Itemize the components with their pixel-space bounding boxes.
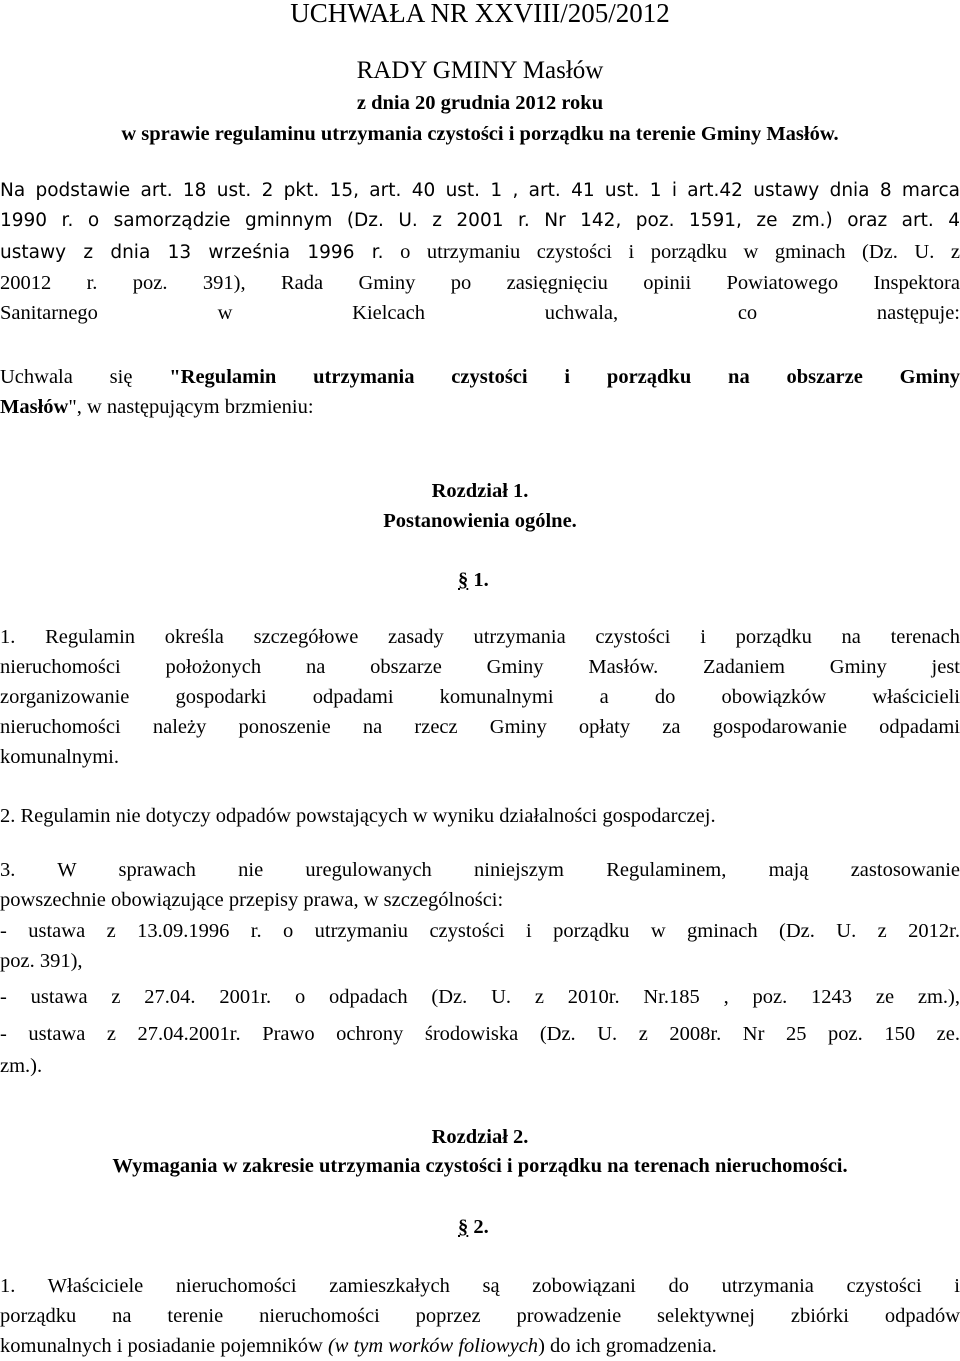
section-1-marker xyxy=(458,570,489,591)
ch1-p3-line-5: - ustawa z 27.04. 2001r. o odpadach (Dz. U. z 2010r. Nr.185 , poz. 1243 ze zm.), xyxy=(0,986,960,1008)
ch1-p3-line-2: powszechnie obowiązujące przepisy prawa, w szczególności: xyxy=(0,889,504,911)
ch1-p3-line-4: poz. 391), xyxy=(0,950,83,972)
chapter-1-subheading: Postanowienia ogólne. xyxy=(383,510,577,532)
ch2-p1-line-1: 1. Właściciele nieruchomości zamieszkałych są zobowiązani do utrzymania czystości i xyxy=(0,1275,960,1297)
ch2-p1-line-3a: komunalnych i posiadanie pojemników xyxy=(0,1335,328,1357)
ch1-p3-line-1: 3. W sprawach nie uregulowanych niniejszym Regulaminem, mają zastosowanie xyxy=(0,859,960,881)
resolves-text-d: ", w następującym brzmieniu: xyxy=(68,396,314,418)
resolves-text-a: Uchwala się xyxy=(0,366,170,388)
ch1-p1-line-5: komunalnymi. xyxy=(0,746,120,768)
regulation-name-end: Masłów xyxy=(0,396,69,418)
preamble-line-5: Sanitarnego w Kielcach uchwala, co następuje: xyxy=(0,302,960,324)
resolves-line-1 xyxy=(0,367,960,388)
preamble-line-2: 1990 r. o samorządzie gminnym (Dz. U. z 2001 r. Nr 142, poz. 1591, ze zm.) oraz art. 4 xyxy=(0,210,960,231)
ch2-p1-line-2: porządku na terenie nieruchomości poprzez prowadzenie selektywnej zbiórki odpadów xyxy=(0,1305,960,1327)
resolves-line-2 xyxy=(0,397,960,418)
preamble-line-3a: ustawy z dnia 13 września 1996 r. xyxy=(0,242,384,263)
council-name: RADY GMINY Masłów xyxy=(356,57,604,84)
resolution-subject: w sprawie regulaminu utrzymania czystości i porządku na terenie Gminy Masłów. xyxy=(121,123,839,145)
ch1-p3-line-7: zm.). xyxy=(0,1055,43,1077)
section-2-number: 2. xyxy=(468,1216,489,1238)
chapter-2-heading: Rozdział 2. xyxy=(431,1126,529,1148)
ch2-p1-line-3b: (w tym worków foliowych xyxy=(327,1335,539,1357)
ch1-p3-line-3: - ustawa z 13.09.1996 r. o utrzymaniu czystości i porządku w gminach (Dz. U. z 2012r. xyxy=(0,920,960,942)
ch1-p1-line-1: 1. Regulamin określa szczegółowe zasady utrzymania czystości i porządku na terenach xyxy=(0,626,960,648)
preamble-line-4: 20012 r. poz. 391), Rada Gminy po zasięgnięciu opinii Powiatowego Inspektora xyxy=(0,272,960,294)
section-sign-2: § xyxy=(458,1216,469,1238)
ch1-p3-line-6: - ustawa z 27.04.2001r. Prawo ochrony środowiska (Dz. U. z 2008r. Nr 25 poz. 150 ze. xyxy=(0,1023,960,1045)
chapter-1-heading: Rozdział 1. xyxy=(431,480,529,502)
ch1-p1-line-3: zorganizowanie gospodarki odpadami komunalnymi a do obowiązków właścicieli xyxy=(0,686,960,708)
ch1-p1-line-4: nieruchomości należy ponoszenie na rzecz Gminy opłaty za gospodarowanie odpadami xyxy=(0,716,960,738)
regulation-name: "Regulamin utrzymania czystości i porządku na obszarze Gminy xyxy=(169,366,960,388)
resolution-title: UCHWAŁA NR XXVIII/205/2012 xyxy=(290,0,670,28)
ch1-p1-line-2: nieruchomości położonych na obszarze Gminy Masłów. Zadaniem Gminy jest xyxy=(0,656,960,678)
section-1-number: 1. xyxy=(468,569,489,591)
section-sign-1: § xyxy=(458,569,469,591)
chapter-2-subheading: Wymagania w zakresie utrzymania czystości i porządku na terenach nieruchomości. xyxy=(112,1155,848,1177)
section-2-marker xyxy=(458,1217,489,1238)
preamble-line-1: Na podstawie art. 18 ust. 2 pkt. 15, art. 40 ust. 1 , art. 41 ust. 1 i art.42 ustawy dnia 8 marca xyxy=(0,180,960,201)
preamble-line-3 xyxy=(0,242,960,263)
preamble-line-3b: o utrzymaniu czystości i porządku w gminach (Dz. U. z xyxy=(383,241,960,263)
resolution-date: z dnia 20 grudnia 2012 roku xyxy=(356,92,604,114)
ch2-p1-line-3c: ) do ich gromadzenia. xyxy=(538,1335,717,1357)
ch2-p1-line-3 xyxy=(0,1336,960,1357)
ch1-p2: 2. Regulamin nie dotyczy odpadów powstających w wyniku działalności gospodarczej. xyxy=(0,805,716,827)
